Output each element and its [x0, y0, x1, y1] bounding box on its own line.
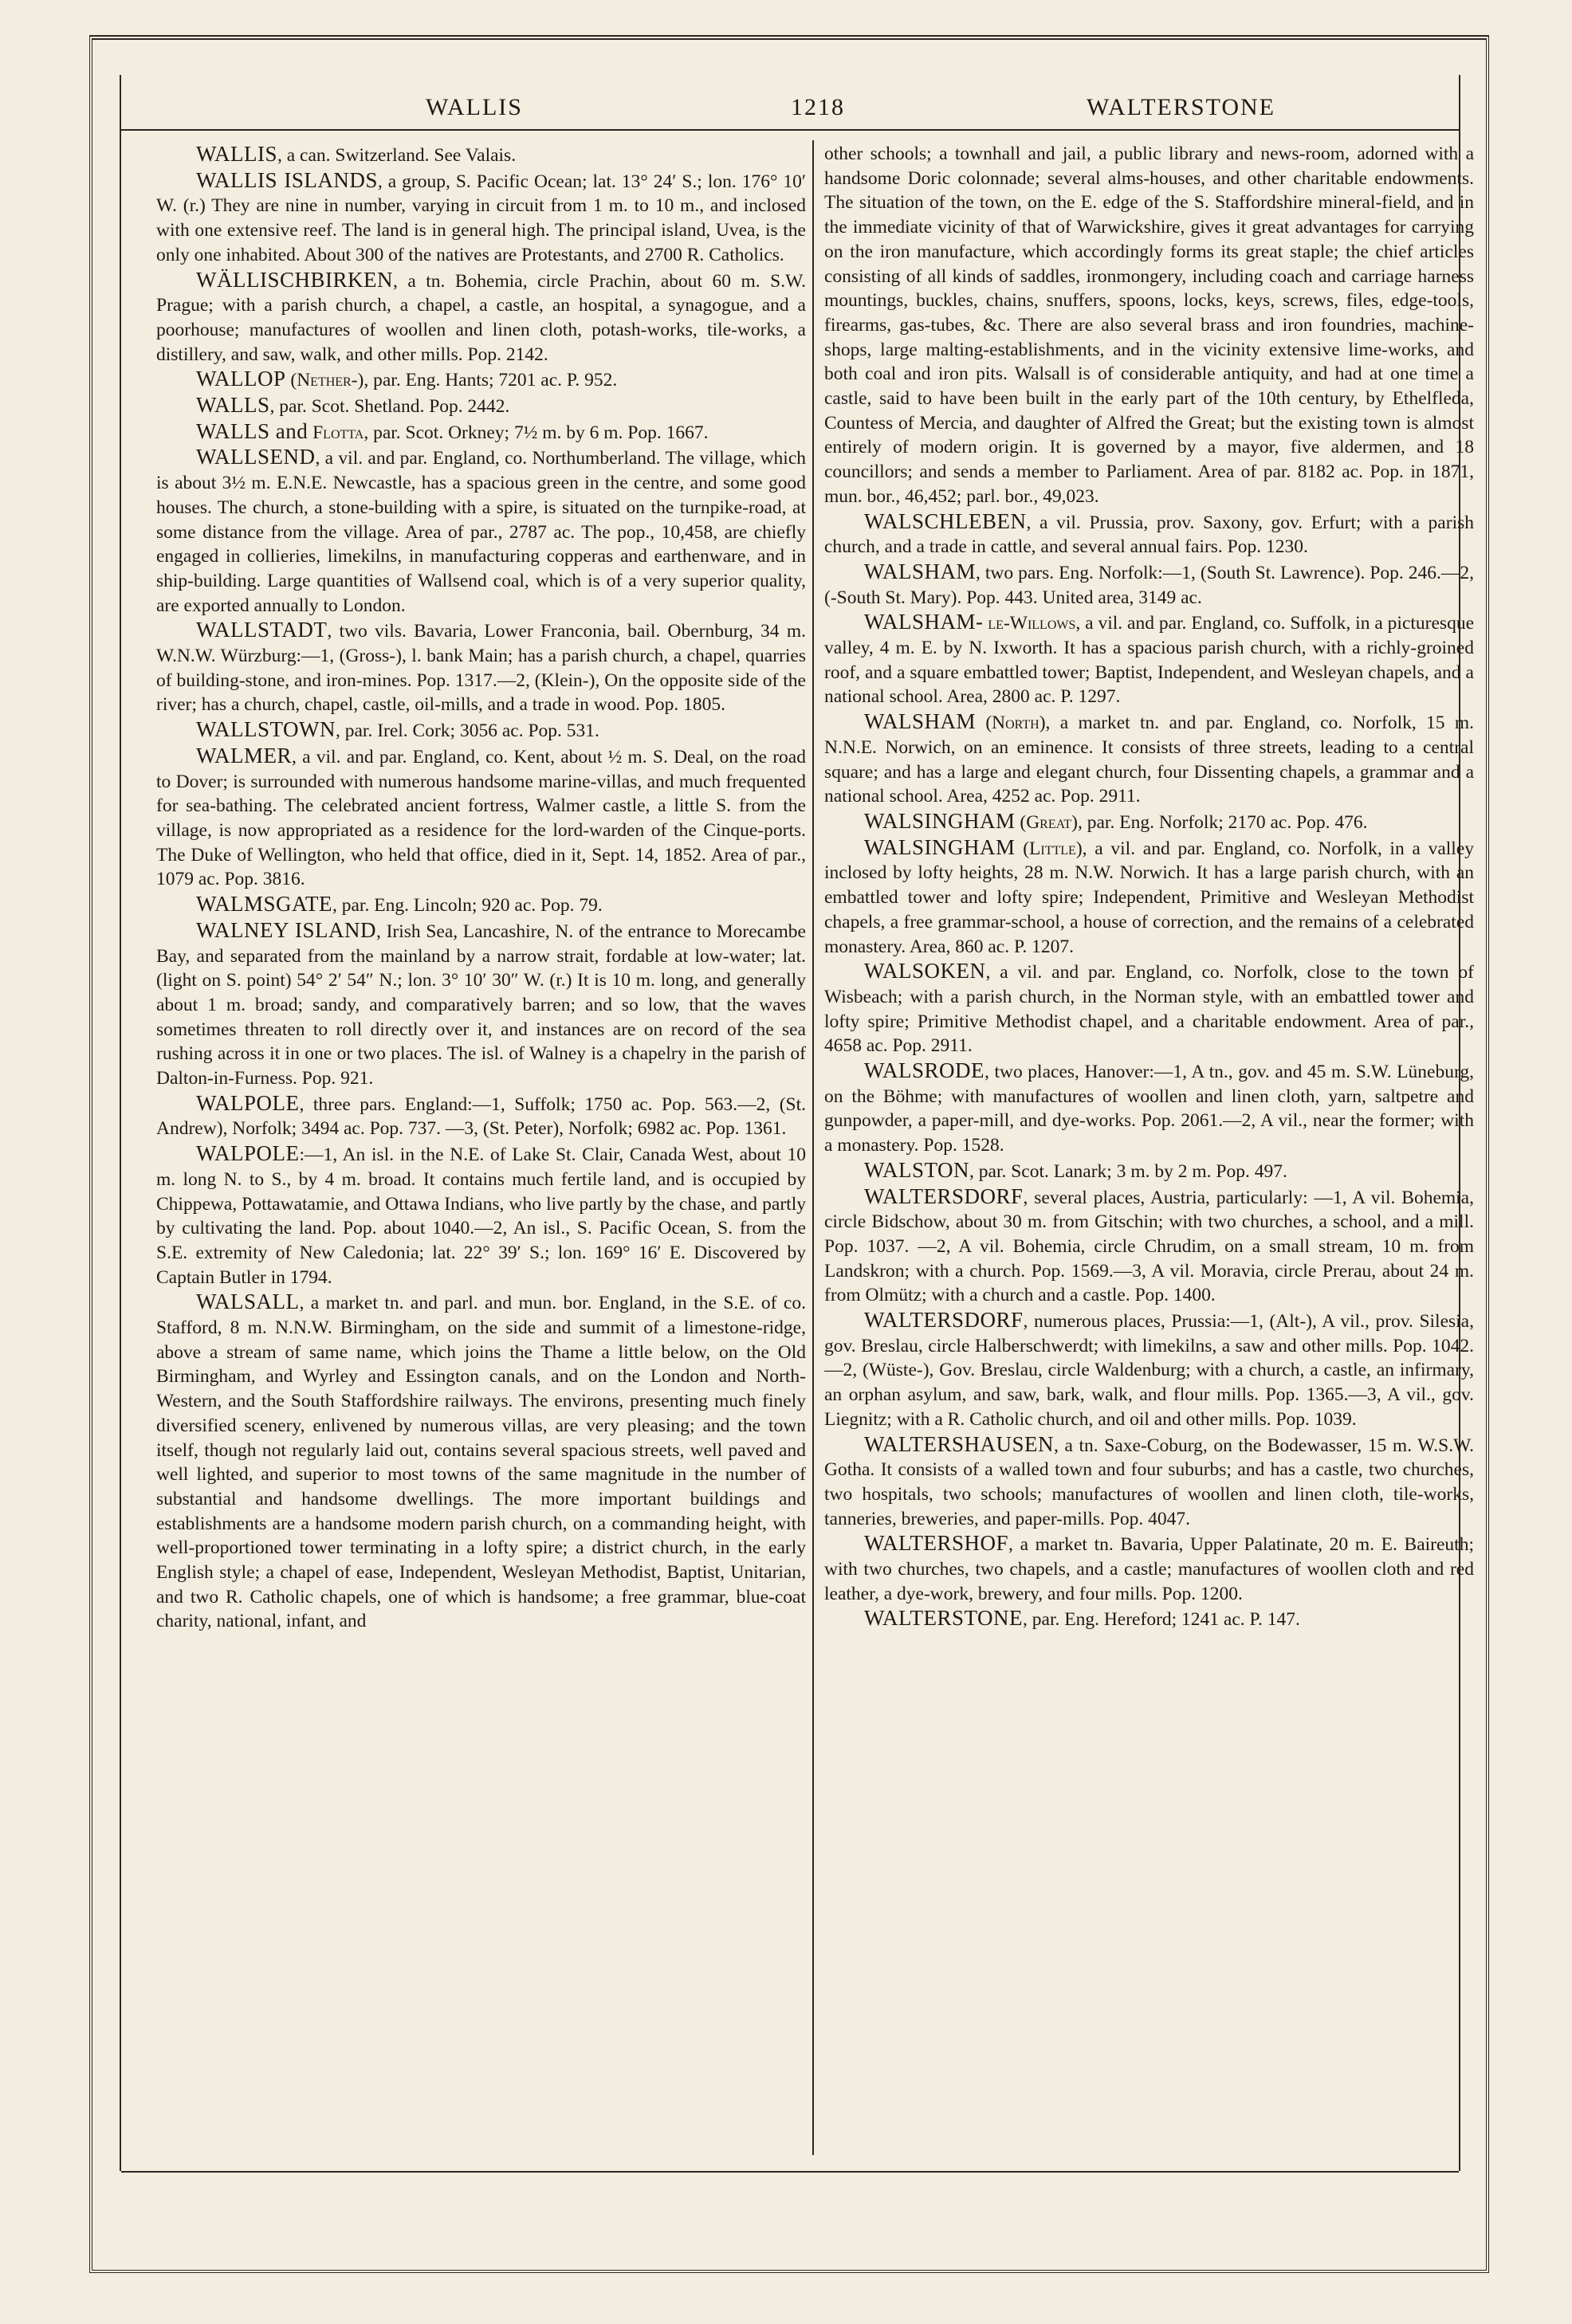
gazetteer-entry	[824, 1308, 1474, 1432]
header-rule	[121, 129, 1459, 131]
entry-headword: WALSHAM	[864, 709, 977, 734]
entry-headword: WALSOKEN	[864, 959, 986, 983]
gazetteer-entry	[824, 709, 1474, 809]
entry-headword: WALLIS ISLANDS	[196, 167, 378, 192]
entry-text: , par. Eng. Hereford; 1241 ac. P. 147.	[1023, 1609, 1300, 1631]
right-column	[824, 142, 1474, 2150]
entry-text: , par. Eng. Norfolk; 2170 ac. Pop. 476.	[1078, 811, 1368, 833]
left-column	[156, 142, 806, 2150]
gazetteer-entry	[824, 1184, 1474, 1309]
bottom-rule	[121, 2171, 1459, 2173]
gazetteer-entry	[156, 1141, 806, 1290]
entry-headword: WALTERSDORF	[864, 1184, 1024, 1208]
gazetteer-entry	[156, 1290, 806, 1634]
gazetteer-entry	[156, 1091, 806, 1141]
entry-text: , par. Irel. Cork; 3056 ac. Pop. 531.	[335, 720, 599, 742]
gazetteer-entry	[824, 1606, 1474, 1632]
entry-text: , numerous places, Prussia:—1, (Alt-), A vil., prov. Silesia, gov. Breslau, circle Halberschwerdt; with limekilns, a saw and other mills. Pop. 1042.—2, (Wüste-), Gov. Breslau, circle Waldenburg; with a church, a castle, an infirmary, an orphan asylum, and saw, bark, walk, and flour mills. Pop. 1365.—3, A vil., gov. Liegnitz; with a R. Catholic church, and oil and other mills. Pop. 1039.	[824, 1311, 1474, 1430]
entry-text: :—1, An isl. in the N.E. of Lake St. Clair, Canada West, about 10 m. long N. to S., by 4 m. broad. It contains much fertile land, and is occupied by Chippewa, Pottawatamie, and Ottawa Indians, who live partly by the chase, and partly by cultivating the land. Pop. about 1040.—2, An isl., S. Pacific Ocean, S. from the S.E. extremity of New Caledonia; lat. 22° 39′ S.; lon. 169° 16′ E. Discovered by Captain Butler in 1794.	[156, 1144, 806, 1288]
entry-headword: WALLS	[196, 393, 270, 418]
entry-headword: WALTERSDORF	[864, 1308, 1024, 1333]
header-right-word: WALTERSTONE	[1086, 94, 1275, 120]
entry-text: , par. Eng. Hants; 7201 ac. P. 952.	[364, 370, 618, 391]
entry-headword: WALSINGHAM	[864, 808, 1016, 833]
gazetteer-entry	[156, 445, 806, 618]
entry-text: , two pars. Eng. Norfolk:—1, (South St. Lawrence). Pop. 246.—2, (-South St. Mary). Pop. 443. United area, 3149 ac.	[824, 562, 1474, 608]
entry-text: , a vil. and par. England, co. Northumberland. The village, which is about 3½ m. E.N.E. Newcastle, has a spacious green in the centre, and some good houses. The church, a stone-building with a spire, is situated on the turnpike-road, at some distance from the village. Area of par., 2787 ac. The pop., 10,458, are chiefly engaged in collieries, limekilns, in manufacturing copperas and earthenware, and in ship-building. Large quantities of Wallsend coal, which is of a very superior quality, are exported annually to London.	[156, 448, 806, 616]
gazetteer-entry	[824, 509, 1474, 559]
entry-headword: WALMER	[196, 743, 292, 767]
gazetteer-entry	[156, 367, 806, 393]
entry-text: , a vil. and par. England, co. Norfolk, in a valley inclosed by lofty heights, 28 m. N.W. Norwich. It has a large parish church, with an embattled tower and lofty spire; Independent, Primitive and Wesleyan Methodist chapels, a free grammar-school, a house of correction, and the remains of a celebrated monastery. Area, 860 ac. P. 1207.	[824, 838, 1474, 957]
entry-qualifier: (Nether-)	[290, 370, 364, 391]
running-header	[143, 89, 1435, 128]
gazetteer-entry	[824, 835, 1474, 960]
entry-qualifier: (Little)	[1023, 838, 1083, 859]
entry-headword: WALPOLE	[196, 1141, 300, 1166]
gazetteer-entry	[824, 1432, 1474, 1532]
entry-headword: WALSHAM-	[864, 610, 984, 634]
entry-text: , several places, Austria, particularly: —1, A vil. Bohemia, circle Bidschow, about 30 m. from Gitschin; with two churches, a school, and a mill. Pop. 1037. —2, A vil. Bohemia, circle Chrudim, on a small stream, 10 m. from Landskron; with a church. Pop. 1569.—3, A vil. Moravia, circle Prerau, about 24 m. from Olmütz; with a church and a castle. Pop. 1400.	[824, 1187, 1474, 1306]
entry-headword: WALTERSTONE	[864, 1606, 1024, 1631]
entry-text: , Irish Sea, Lancashire, N. of the entrance to Morecambe Bay, and separated from the mainland by a narrow strait, fordable at low-water; lat. (light on S. point) 54° 2′ 54″ N.; lon. 3° 10′ 30″ W. (r.) It is 10 m. long, and generally about 1 m. broad; sandy, and comparatively barren; and so low, that the waves sometimes threaten to roll directly over it, and instances are on record of the sea rushing across it in one or two places. The isl. of Walney is a chapelry in the parish of Dalton-in-Furness. Pop. 921.	[156, 921, 806, 1089]
entry-headword: WALNEY ISLAND	[196, 917, 377, 942]
entry-headword: WALLOP	[196, 367, 286, 391]
entry-headword: WALSINGHAM	[864, 834, 1016, 859]
entry-headword: WALMSGATE	[196, 892, 332, 917]
entry-text: , two vils. Bavaria, Lower Franconia, bail. Obernburg, 34 m. W.N.W. Würzburg:—1, (Gross-), l. bank Main; has a parish church, a chapel, quarries of building-stone, and iron-mines. Pop. 1317.—2, (Klein-), On the opposite side of the river; has a church, chapel, castle, oil-mills, and a trade in wood. Pop. 1805.	[156, 621, 806, 716]
entry-headword: WALSALL	[196, 1290, 300, 1314]
entry-text: , a market tn. Bavaria, Upper Palatinate, 20 m. E. Baireuth; with two churches, two chapels, and a castle; manufactures of woollen cloth and red leather, a dye-work, brewery, and four mills. Pop. 1200.	[824, 1534, 1474, 1604]
entry-text: , par. Scot. Shetland. Pop. 2442.	[269, 396, 510, 418]
gazetteer-entry	[824, 809, 1474, 835]
entry-headword: WALSHAM	[864, 559, 977, 583]
entry-text: , a vil. Prussia, prov. Saxony, gov. Erfurt; with a parish church, and a trade in cattle, and several annual fairs. Pop. 1230.	[824, 512, 1474, 558]
gazetteer-entry	[156, 168, 806, 268]
gazetteer-entry	[824, 959, 1474, 1058]
gazetteer-entry	[156, 717, 806, 744]
entry-headword: WALLSEND	[196, 445, 316, 469]
entry-qualifier: (Great)	[1020, 811, 1078, 833]
entry-text: , a vil. and par. England, co. Kent, about ½ m. S. Deal, on the road to Dover; is surrounded with numerous handsome marine-villas, and much frequented for sea-bathing. The celebrated ancient fortress, Walmer castle, a little S. from the village, is now appropriated as a residence for the lord-warden of the Cinque-ports. The Duke of Wellington, who held that office, died in it, Sept. 14, 1852. Area of par., 1079 ac. Pop. 3816.	[156, 746, 806, 890]
entry-text: , a market tn. and parl. and mun. bor. England, in the S.E. of co. Stafford, 8 m. N.N.W. Birmingham, on the side and summit of a limestone-ridge, above a stream of same name, which joins the Thame a little below, on the Old Birmingham, and Wyrley and Essington canals, and on the London and North-Western, and the South Staffordshire railways. The environs, presenting much finely diversified scenery, enlivened by numerous villas, are very pleasing; and the town itself, though not regularly laid out, contains several spacious streets, well paved and well lighted, and superior to most towns of the same magnitude in the number of substantial and handsome dwellings. The more important buildings and establishments are a handsome modern parish church, on a commanding height, with well-proportioned tower terminating in a lofty spire; a district church, in the early English style; a chapel of ease, Independent, Wesleyan Methodist, Baptist, Unitarian, and two R. Catholic chapels, one of which is handsome; a free grammar, blue-coat charity, national, infant, and	[156, 1293, 806, 1632]
entry-text: , a tn. Bohemia, circle Prachin, about 60 m. S.W. Prague; with a parish church, a chapel, a castle, an hospital, a synagogue, and a poorhouse; manufactures of woollen and linen cloth, potash-works, tile-works, a distillery, and saw, walk, and other mills. Pop. 2142.	[156, 270, 806, 365]
gazetteer-entry	[156, 618, 806, 717]
gazetteer-entry	[156, 393, 806, 419]
gazetteer-entry	[824, 1531, 1474, 1606]
gazetteer-entry	[156, 744, 806, 892]
entry-headword: WALTERSHOF	[864, 1531, 1009, 1556]
entry-text: , a market tn. and par. England, co. Norfolk, 15 m. N.N.E. Norwich, on an eminence. It consists of three streets, leading to a central square; and has a large and elegant church, four Dissenting chapels, a grammar and a national school. Area, 4252 ac. Pop. 2911.	[824, 713, 1474, 807]
entry-headword: WALSRODE	[864, 1058, 984, 1083]
entry-headword: WALPOLE	[196, 1090, 300, 1115]
entry-text: other schools; a townhall and jail, a public library and news-room, adorned with a handsome Doric colonnade; several alms-houses, and other charitable endowments. The situation of the town, on the E. edge of the S. Staffordshire mineral-field, and in the immediate vicinity of that of Warwickshire, gives it great advantages for carrying on the iron manufacture, which accordingly forms its great staple; the chief articles consisting of all kinds of saddles, ironmongery, including coach and carriage harness mountings, buckles, chains, snuffers, spoons, locks, keys, screws, files, edge-tools, firearms, gas-tubes, &c. There are also several brass and iron foundries, machine-shops, large malting-establishments, and in the vicinity extensive lime-works, and both coal and iron pits. Walsall is of considerable antiquity, and had at one time a castle, said to have been built in the early part of the 10th century, by Ethelfleda, Countess of Mercia, and daughter of Alfred the Great; but the existing town is almost entirely of modern origin. It is governed by a mayor, five aldermen, and 18 councillors; and sends a member to Parliament. Area of par. 8182 ac. Pop. in 1871, mun. bor., 46,452; parl. bor., 49,023.	[824, 143, 1474, 507]
entry-qualifier: le-Willows	[988, 613, 1076, 634]
gazetteer-entry	[156, 268, 806, 367]
entry-text: , par. Scot. Orkney; 7½ m. by 6 m. Pop. 1667.	[364, 422, 709, 443]
entry-headword: WALTERSHAUSEN	[864, 1431, 1055, 1456]
entry-text: , a vil. and par. England, co. Suffolk, in a picturesque valley, 4 m. E. by N. Ixworth. It has a spacious parish church, with a richly-groined roof, and a square embattled tower; Baptist, Independent, and Wesleyan chapels, and a national school. Area, 2800 ac. P. 1297.	[824, 613, 1474, 708]
entry-text: , three pars. England:—1, Suffolk; 1750 ac. Pop. 563.—2, (St. Andrew), Norfolk; 3494 ac. Pop. 737. —3, (St. Peter), Norfolk; 6982 ac. Pop. 1361.	[156, 1093, 806, 1140]
entry-headword: WALSTON	[864, 1157, 970, 1182]
entry-headword: WALSCHLEBEN	[864, 508, 1027, 533]
gazetteer-entry	[156, 419, 806, 446]
entry-headword: WALLIS	[196, 142, 277, 166]
gazetteer-entry	[824, 559, 1474, 610]
entry-text: , a can. Switzerland. See Valais.	[277, 145, 517, 166]
entry-qualifier: Flotta	[312, 422, 364, 443]
gazetteer-entry	[156, 142, 806, 168]
entry-text: , a tn. Saxe-Coburg, on the Bodewasser, 15 m. W.S.W. Gotha. It consists of a walled town and four suburbs; and has a castle, two churches, two hospitals, two schools; manufactures of woollen and linen cloth, tile-works, tanneries, breweries, and paper-mills. Pop. 4047.	[824, 1435, 1474, 1529]
gazetteer-entry	[824, 1158, 1474, 1184]
gazetteer-entry	[824, 1058, 1474, 1158]
entry-headword: WALLSTOWN	[196, 717, 336, 742]
entry-text: , two places, Hanover:—1, A tn., gov. and 45 m. S.W. Lüneburg, on the Böhme; with manufactures of woollen and linen cloth, yarn, saltpetre and gunpowder, a paper-mill, and dye-works. Pop. 2061.—2, A vil., near the former; with a monastery. Pop. 1528.	[824, 1062, 1474, 1156]
entry-text: , a vil. and par. England, co. Norfolk, close to the town of Wisbeach; with a parish church, in the Norman style, with an embattled tower and lofty spire; Primitive Methodist chapel, and a charitable endowment. Area of par., 4658 ac. Pop. 2911.	[824, 962, 1474, 1057]
entry-text: , par. Scot. Lanark; 3 m. by 2 m. Pop. 497.	[969, 1160, 1287, 1182]
gazetteer-entry	[156, 892, 806, 918]
header-left-word: WALLIS	[426, 94, 523, 120]
entry-headword: WALLSTADT	[196, 618, 328, 642]
entry-text: , par. Eng. Lincoln; 920 ac. Pop. 79.	[332, 895, 603, 917]
entry-qualifier: (North)	[985, 713, 1046, 734]
entry-headword: WALLS and	[196, 418, 309, 443]
entry-headword: WÄLLISCHBIRKEN	[196, 267, 393, 292]
column-divider	[812, 140, 814, 2155]
gazetteer-entry	[824, 610, 1474, 709]
gazetteer-entry	[156, 918, 806, 1091]
page-number: 1218	[791, 94, 845, 120]
entry-text: , a group, S. Pacific Ocean; lat. 13° 24′ S.; lon. 176° 10′ W. (r.) They are nine in number, varying in circuit from 1 m. to 10 m., and inclosed with one extensive reef. The land is in general high. The principal island, Uvea, is the only one inhabited. About 300 of the natives are Protestants, and 2700 R. Catholics.	[156, 171, 806, 265]
gazetteer-entry	[824, 142, 1474, 509]
